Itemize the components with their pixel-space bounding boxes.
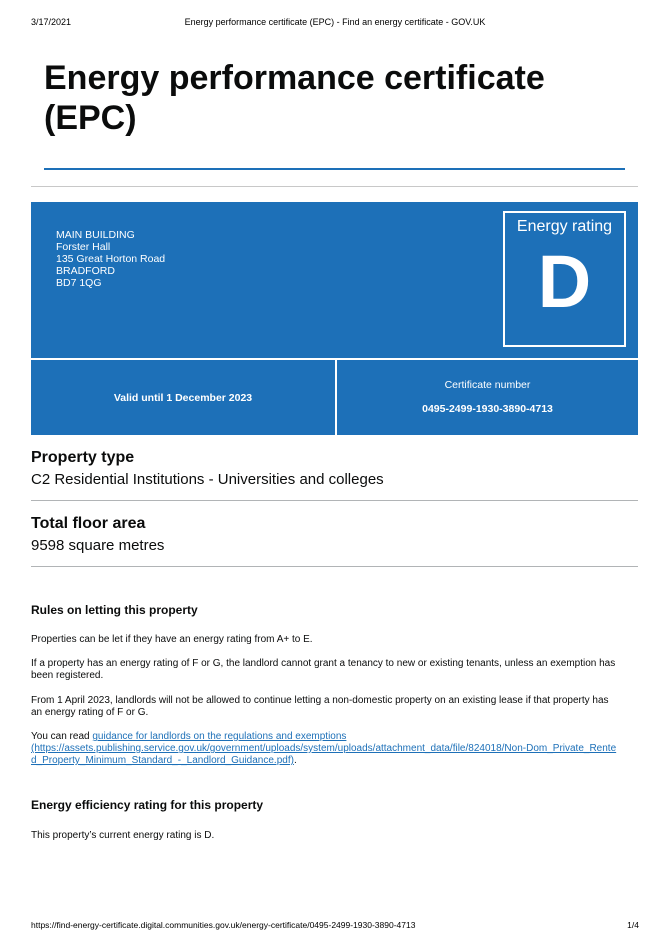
floor-area-section (31, 514, 638, 556)
certificate-number-label: Certificate number (444, 379, 531, 391)
page-title: Energy performance certificate (EPC) (44, 59, 545, 137)
valid-until-text: Valid until 1 December 2023 (113, 391, 253, 404)
print-header (31, 17, 639, 31)
letting-rules-paragraph: If a property has an energy rating of F or G, the landlord cannot grant a tenancy to new or existing tenants, unless an exemption has been registered. (31, 658, 616, 681)
print-title: Energy performance certificate (EPC) - Find an energy certificate - GOV.UK (184, 17, 486, 27)
print-url: https://find-energy-certificate.digital.communities.gov.uk/energy-certificate/0495-2499-1930-3890-4713 (31, 920, 416, 930)
efficiency-text: This property’s current energy rating is D. (31, 830, 215, 841)
validity-cell (31, 360, 335, 435)
letting-rules-paragraph: Properties can be let if they have an energy rating from A+ to E. (31, 634, 313, 645)
epc-summary-panel (31, 202, 638, 435)
divider (31, 500, 638, 501)
energy-rating-letter: D (537, 240, 592, 323)
address-line: 135 Great Horton Road (56, 253, 166, 265)
address-line: BD7 1QG (56, 277, 102, 289)
guidance-url-link[interactable]: (https://assets.publishing.service.gov.uk/government/uploads/system/uploads/attachment_data/file/824018/Non-Dom_Private_Rented_Property_Minimum_Standard_-_Landlord_Guidance.pdf) (31, 743, 617, 766)
property-type-value: C2 Residential Institutions - Universities and colleges (31, 471, 384, 488)
guidance-suffix: . (293, 755, 297, 766)
page-number: 1/4 (627, 920, 639, 930)
epc-details-row (31, 360, 638, 435)
print-footer (31, 920, 639, 932)
address-line: BRADFORD (56, 265, 115, 277)
floor-area-value: 9598 square metres (31, 537, 165, 554)
property-type-heading: Property type (31, 449, 135, 466)
energy-rating-box (503, 211, 626, 347)
guidance-link[interactable]: guidance for landlords on the regulations and exemptions (92, 731, 347, 742)
floor-area-heading: Total floor area (31, 515, 146, 532)
print-date: 3/17/2021 (31, 17, 72, 27)
address-line: MAIN BUILDING (56, 229, 135, 241)
letting-rules-heading: Rules on letting this property (31, 603, 198, 617)
certificate-number: 0495-2499-1930-3890-4713 (422, 403, 553, 415)
letting-rules-paragraph: From 1 April 2023, landlords will not be allowed to continue letting a non-domestic property on an existing lease if that property has an energy rating of F or G. (31, 695, 609, 718)
property-type-section (31, 448, 638, 490)
section-divider (31, 186, 638, 187)
divider (31, 566, 638, 567)
property-address (56, 229, 165, 289)
guidance-paragraph (31, 731, 621, 767)
guidance-prefix: You can read (31, 731, 93, 742)
address-line: Forster Hall (56, 241, 111, 253)
efficiency-heading: Energy efficiency rating for this property (31, 798, 264, 812)
energy-rating-label: Energy rating (516, 218, 613, 235)
certificate-cell (337, 360, 638, 435)
title-underline (44, 168, 625, 170)
epc-header-block (31, 202, 638, 358)
